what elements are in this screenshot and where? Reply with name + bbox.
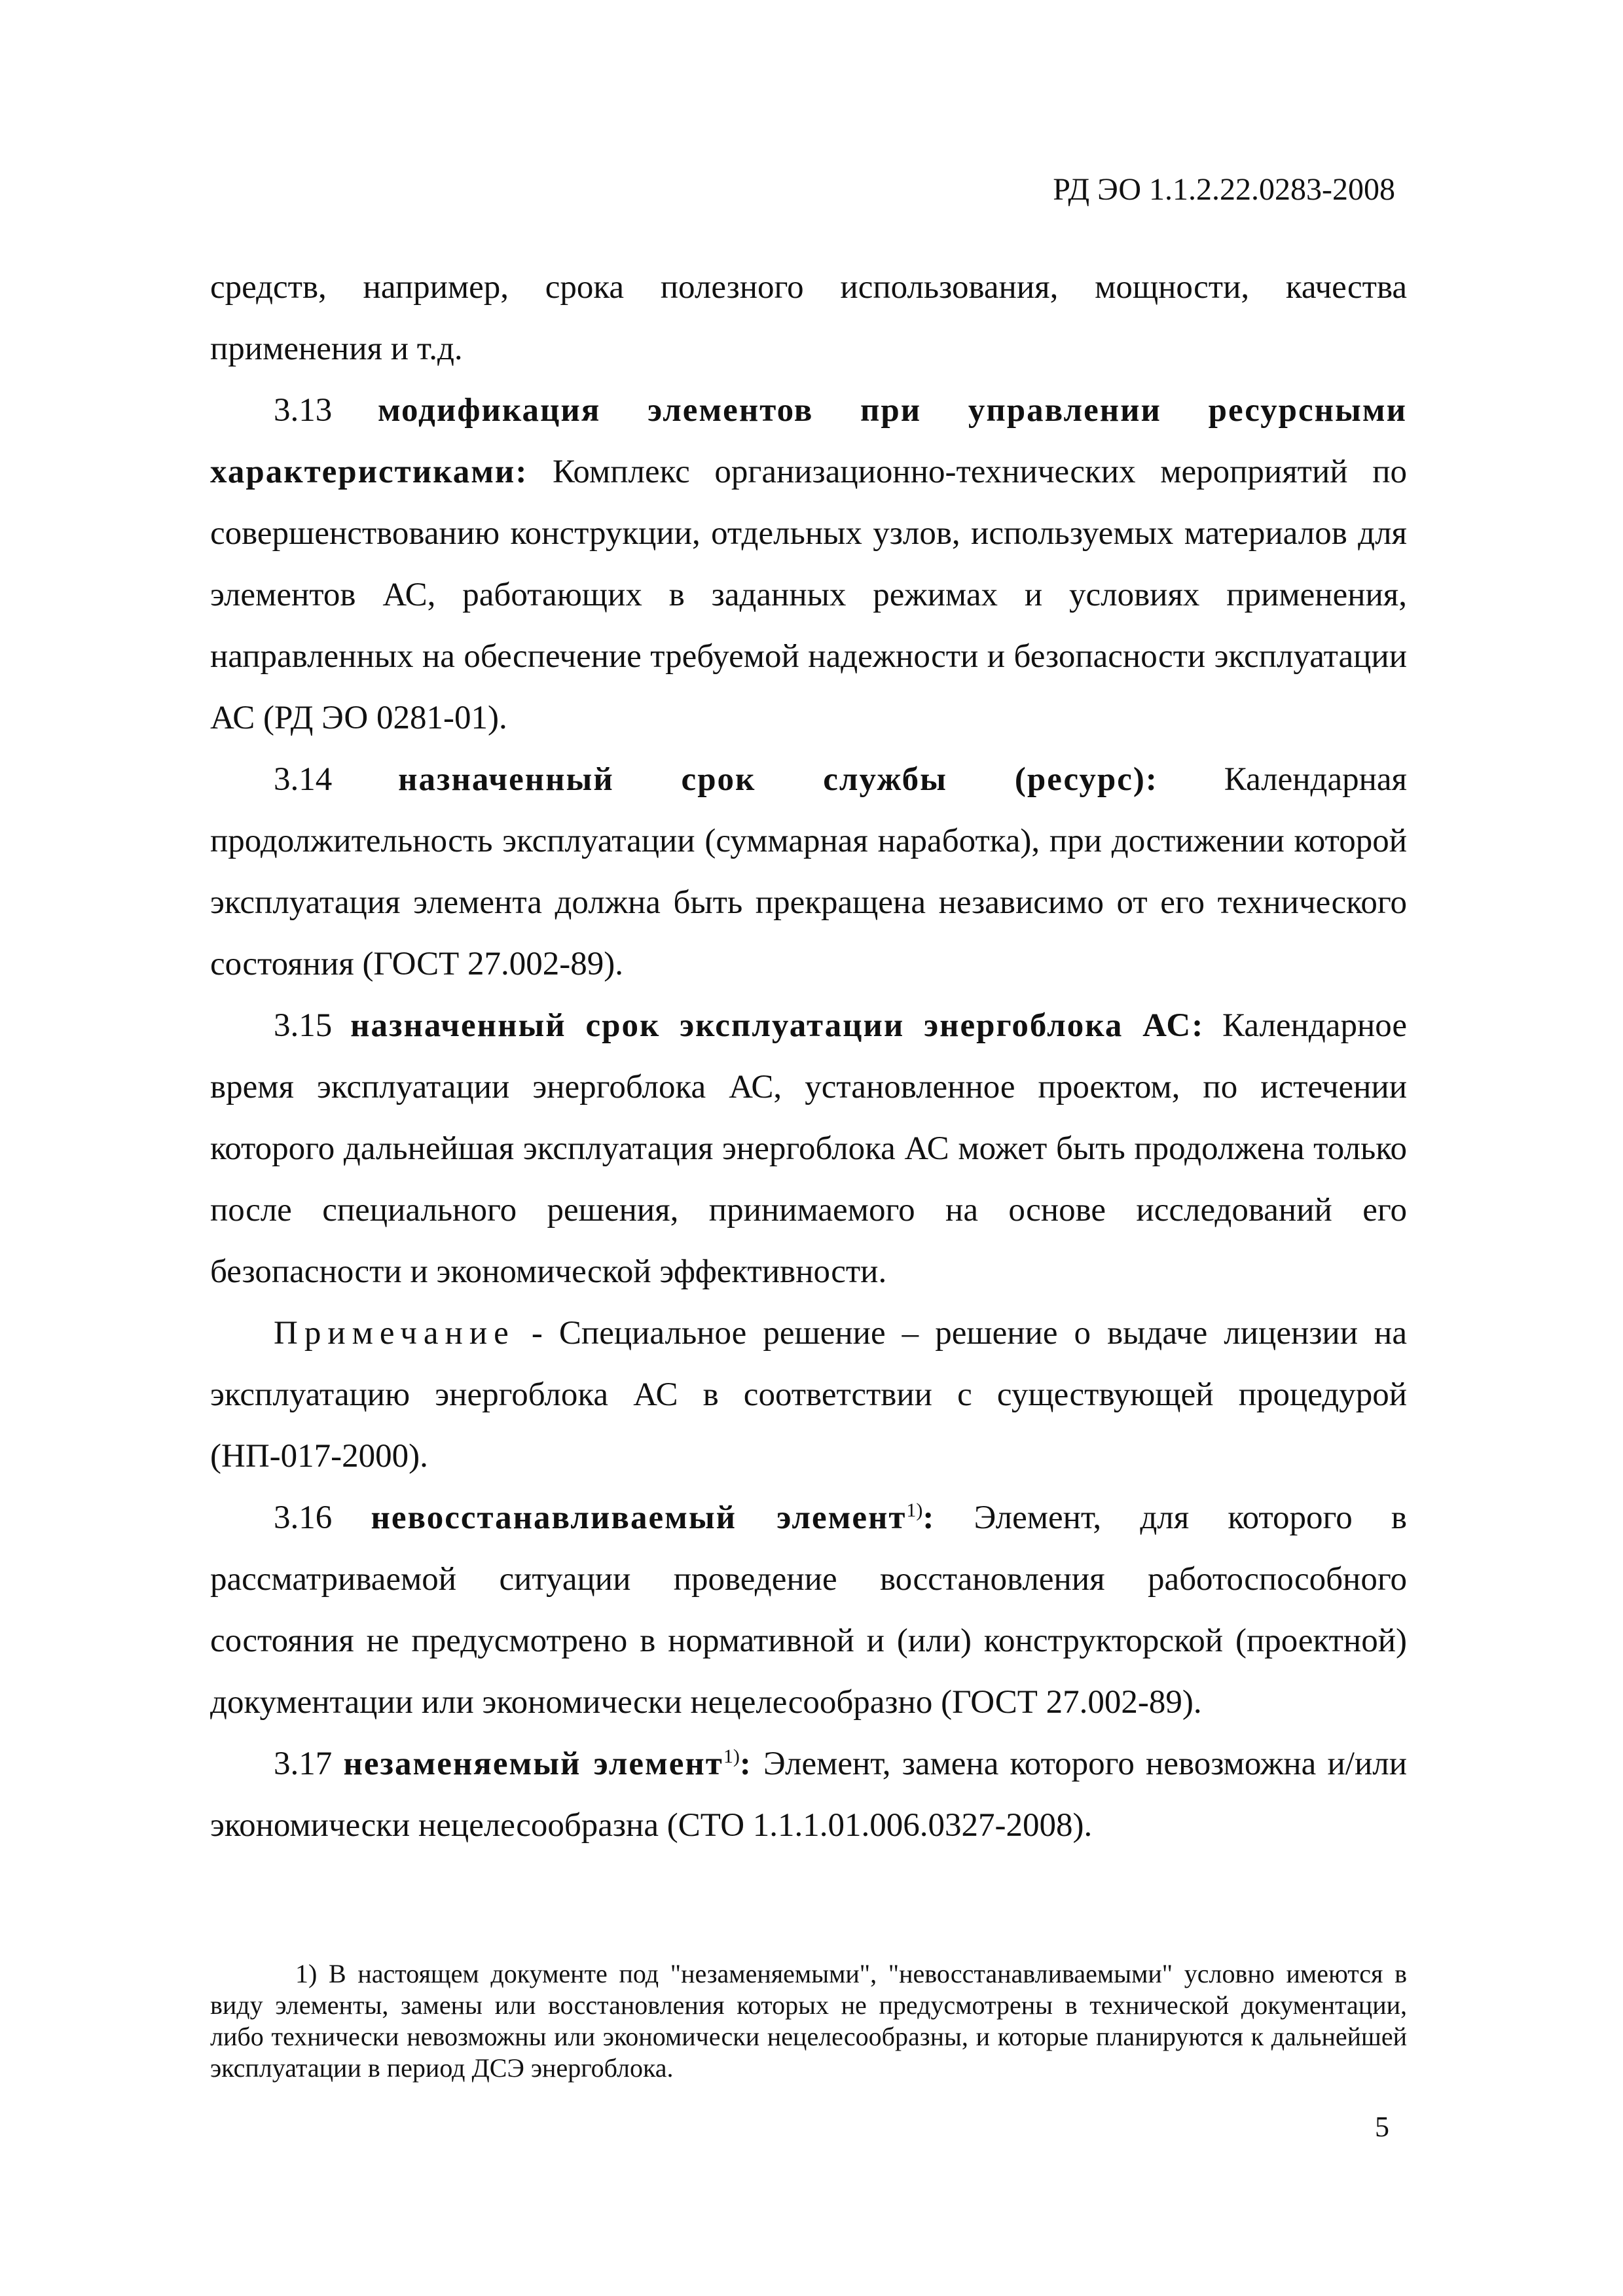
term-colon: : (922, 1499, 936, 1536)
footnote-text: 1) В настоящем документе под "незаменяемыми", "невосстанавливаемыми" условно имеются в виду элементы, замены или восстановления которых не предусмотрены в технической документации, либо технически невозможны или экономически нецелесообразны, и которые планируются к дальнейшей эксплуатации в период ДСЭ энергоблока. (210, 1959, 1407, 2083)
term-definition-text: Календарная продолжительность эксплуатации (суммарная наработка), при достижении которой эксплуатация элемента должна быть прекращена независимо от его технического состояния (ГОСТ 27.002-89). (210, 761, 1408, 982)
term-definition-title: назначенный срок службы (ресурс): (398, 761, 1158, 798)
paragraph-3-14 (210, 749, 1407, 995)
paragraph-3-17 (210, 1733, 1407, 1856)
term-definition-text: Календарное время эксплуатации энергоблока АС, установленное проектом, по истечении которого дальнейшая эксплуатация энергоблока АС может быть продолжена только после специального решения, принимаемого на основе исследований его безопасности и экономической эффективности. (210, 1007, 1407, 1290)
term-definition-title: незаменяемый элемент (343, 1746, 723, 1782)
footnote-reference: 1) (723, 1746, 740, 1767)
note-paragraph (210, 1302, 1407, 1487)
term-definition-text: Элемент, замена которого невозможна и/или экономически нецелесообразна (СТО 1.1.1.01.006.0327-2008). (210, 1746, 1408, 1844)
document-code-header: РД ЭО 1.1.2.22.0283-2008 (1053, 172, 1395, 207)
term-definition-title: назначенный срок эксплуатации энергоблока АС: (350, 1007, 1205, 1044)
note-label: Примечание (274, 1315, 515, 1352)
term-colon: : (739, 1746, 752, 1782)
term-definition-text: Комплекс организационно-технических мероприятий по совершенствованию конструкции, отдельных узлов, используемых материалов для элементов АС, работающих в заданных режимах и условиях применения, направленных на обеспечение требуемой надежности и безопасности эксплуатации АС (РД ЭО 0281-01). (210, 454, 1407, 736)
term-definition-title: модификация элементов при управлении ресурсными характеристиками: (210, 392, 1408, 490)
page-number: 5 (1375, 2111, 1389, 2143)
paragraph-continuation: средств, например, срока полезного использования, мощности, качества применения и т.д. (210, 269, 1407, 367)
term-definition-title: невосстанавливаемый элемент (371, 1499, 907, 1536)
clause-number: 3.13 (274, 392, 378, 429)
clause-number: 3.14 (274, 761, 399, 798)
footnote (210, 1958, 1407, 2084)
footnote-reference: 1) (906, 1499, 923, 1521)
clause-number: 3.17 (274, 1746, 344, 1782)
document-body (210, 257, 1407, 1856)
clause-number: 3.15 (274, 1007, 351, 1044)
paragraph-3-15 (210, 995, 1407, 1302)
term-definition-text: Элемент, для которого в рассматриваемой ситуации проведение восстановления работоспособного состояния не предусмотрено в нормативной и (или) конструкторской (проектной) документации или экономически нецелесообразно (ГОСТ 27.002-89). (210, 1499, 1408, 1721)
note-text: - Специальное решение – решение о выдаче лицензии на эксплуатацию энергоблока АС в соответствии с существующей процедурой (НП-017-2000). (210, 1315, 1407, 1475)
paragraph-3-13 (210, 380, 1407, 749)
clause-number: 3.16 (274, 1499, 371, 1536)
paragraph-3-16 (210, 1487, 1407, 1733)
